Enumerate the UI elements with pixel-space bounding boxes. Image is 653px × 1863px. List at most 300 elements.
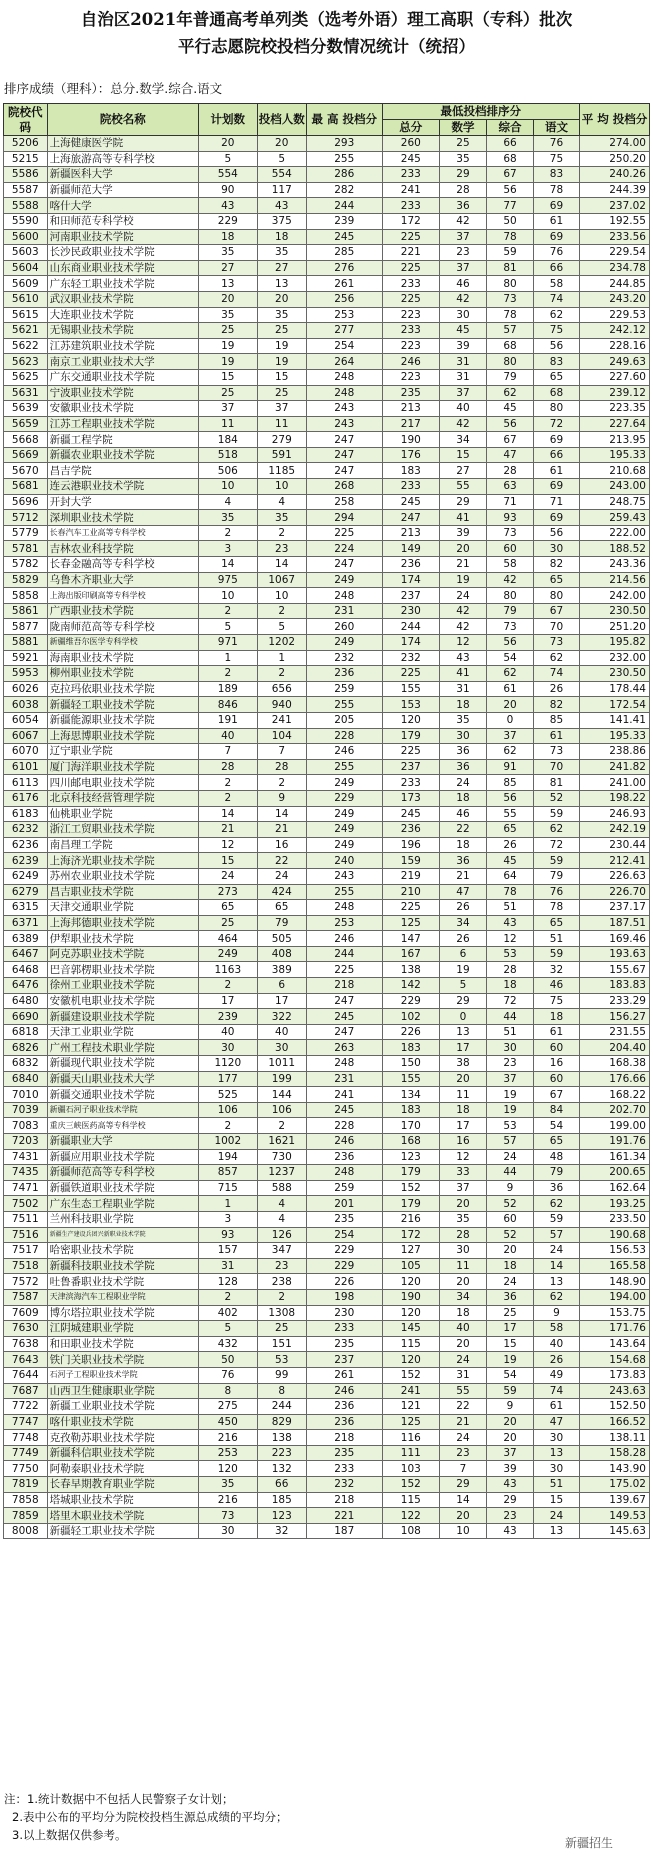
table-row [4,1367,650,1383]
cell-math: 36 [439,759,486,775]
cell-admitted: 223 [257,1445,306,1461]
table-row [4,1492,650,1508]
table-row [4,151,650,167]
cell-plan: 43 [199,198,258,214]
cell-total: 223 [382,338,439,354]
cell-admitted: 408 [257,946,306,962]
cell-plan: 191 [199,712,258,728]
cell-total: 167 [382,946,439,962]
cell-chinese: 69 [534,198,580,214]
cell-plan: 402 [199,1305,258,1321]
cell-comp: 63 [487,479,534,495]
cell-name: 喀什大学 [47,198,198,214]
cell-plan: 184 [199,432,258,448]
cell-comp: 52 [487,1196,534,1212]
cell-comp: 50 [487,213,534,229]
cell-name: 新疆科技职业技术学院 [47,1258,198,1274]
cell-max: 255 [306,759,382,775]
cell-average: 156.27 [579,1009,649,1025]
cell-admitted: 126 [257,1227,306,1243]
cell-admitted: 238 [257,1274,306,1290]
cell-chinese: 80 [534,401,580,417]
cell-average: 229.54 [579,245,649,261]
table-row [4,416,650,432]
cell-total: 125 [382,1414,439,1430]
cell-total: 213 [382,401,439,417]
cell-plan: 76 [199,1367,258,1383]
cell-max: 259 [306,681,382,697]
cell-plan: 5 [199,151,258,167]
cell-math: 36 [439,853,486,869]
cell-max: 224 [306,541,382,557]
cell-chinese: 67 [534,1087,580,1103]
cell-max: 264 [306,354,382,370]
cell-math: 31 [439,681,486,697]
cell-average: 155.67 [579,962,649,978]
cell-name: 塔里木职业技术学院 [47,1508,198,1524]
cell-admitted: 1 [257,650,306,666]
cell-math: 23 [439,245,486,261]
cell-max: 230 [306,1305,382,1321]
cell-plan: 3 [199,1211,258,1227]
cell-max: 231 [306,603,382,619]
cell-admitted: 389 [257,962,306,978]
cell-max: 235 [306,1445,382,1461]
cell-comp: 62 [487,744,534,760]
cell-admitted: 13 [257,276,306,292]
cell-plan: 7 [199,744,258,760]
cell-comp: 85 [487,775,534,791]
cell-comp: 71 [487,494,534,510]
table-row [4,1305,650,1321]
cell-math: 46 [439,806,486,822]
cell-chinese: 70 [534,759,580,775]
cell-admitted: 104 [257,728,306,744]
cell-total: 179 [382,1165,439,1181]
cell-code: 6690 [4,1009,48,1025]
cell-max: 228 [306,1118,382,1134]
footnote: 注：1.统计数据中不包括人民警察子女计划； [4,1792,234,1806]
cell-admitted: 25 [257,385,306,401]
cell-chinese: 36 [534,1180,580,1196]
cell-admitted: 14 [257,557,306,573]
cell-chinese: 78 [534,182,580,198]
cell-plan: 20 [199,291,258,307]
cell-name: 新疆医科大学 [47,167,198,183]
cell-average: 251.20 [579,619,649,635]
cell-max: 249 [306,775,382,791]
cell-name: 徐州工业职业技术学院 [47,978,198,994]
cell-chinese: 79 [534,1165,580,1181]
cell-average: 244.85 [579,276,649,292]
cell-comp: 67 [487,432,534,448]
cell-code: 5668 [4,432,48,448]
cell-max: 246 [306,931,382,947]
cell-chinese: 58 [534,1321,580,1337]
cell-plan: 157 [199,1243,258,1259]
cell-chinese: 59 [534,853,580,869]
cell-plan: 11 [199,416,258,432]
cell-plan: 90 [199,182,258,198]
footnotes [4,1790,287,1844]
cell-total: 149 [382,541,439,557]
cell-max: 277 [306,323,382,339]
table-row [4,1211,650,1227]
cell-max: 248 [306,900,382,916]
table-row [4,167,650,183]
cell-math: 7 [439,1461,486,1477]
table-body [4,136,650,1539]
cell-name: 克拉玛依职业技术学院 [47,681,198,697]
cell-comp: 73 [487,525,534,541]
table-row [4,681,650,697]
cell-math: 10 [439,1523,486,1539]
cell-admitted: 588 [257,1180,306,1196]
cell-average: 193.63 [579,946,649,962]
cell-admitted: 244 [257,1399,306,1415]
cell-average: 246.93 [579,806,649,822]
cell-chinese: 69 [534,432,580,448]
table-row [4,603,650,619]
cell-name: 上海旅游高等专科学校 [47,151,198,167]
cell-name: 陇南师范高等专科学校 [47,619,198,635]
cell-plan: 35 [199,307,258,323]
cell-max: 245 [306,229,382,245]
cell-average: 169.46 [579,931,649,947]
cell-max: 228 [306,728,382,744]
cell-admitted: 30 [257,1040,306,1056]
cell-name: 开封大学 [47,494,198,510]
cell-plan: 2 [199,1118,258,1134]
cell-average: 149.53 [579,1508,649,1524]
cell-comp: 19 [487,1352,534,1368]
cell-plan: 229 [199,213,258,229]
cell-chinese: 61 [534,463,580,479]
cell-max: 241 [306,1087,382,1103]
cell-total: 103 [382,1461,439,1477]
cell-max: 293 [306,136,382,152]
table-row [4,790,650,806]
cell-chinese: 51 [534,1477,580,1493]
cell-admitted: 322 [257,1009,306,1025]
cell-max: 276 [306,260,382,276]
cell-average: 212.41 [579,853,649,869]
cell-comp: 19 [487,1087,534,1103]
cell-plan: 216 [199,1492,258,1508]
cell-math: 18 [439,837,486,853]
cell-admitted: 2 [257,1289,306,1305]
cell-average: 192.55 [579,213,649,229]
cell-code: 5953 [4,666,48,682]
cell-admitted: 591 [257,447,306,463]
cell-max: 239 [306,213,382,229]
cell-plan: 2 [199,603,258,619]
table-row [4,1056,650,1072]
cell-math: 20 [439,1196,486,1212]
table-row [4,1258,650,1274]
cell-math: 18 [439,1102,486,1118]
cell-math: 26 [439,931,486,947]
cell-max: 249 [306,572,382,588]
cell-name: 河南职业技术学院 [47,229,198,245]
cell-math: 37 [439,229,486,245]
cell-name: 博尔塔拉职业技术学院 [47,1305,198,1321]
cell-name: 新疆工业职业技术学院 [47,1399,198,1415]
cell-max: 198 [306,1289,382,1305]
cell-chinese: 82 [534,697,580,713]
cell-max: 258 [306,494,382,510]
cell-admitted: 106 [257,1102,306,1118]
cell-math: 39 [439,525,486,541]
cell-name: 苏州农业职业技术学院 [47,868,198,884]
cell-comp: 77 [487,198,534,214]
cell-total: 111 [382,1445,439,1461]
cell-max: 248 [306,1056,382,1072]
cell-total: 179 [382,728,439,744]
cell-admitted: 424 [257,884,306,900]
cell-math: 30 [439,1243,486,1259]
cell-admitted: 10 [257,479,306,495]
cell-chinese: 74 [534,666,580,682]
cell-chinese: 13 [534,1274,580,1290]
cell-name: 四川邮电职业技术学院 [47,775,198,791]
cell-plan: 73 [199,1508,258,1524]
cell-plan: 1002 [199,1134,258,1150]
cell-math: 29 [439,993,486,1009]
table-row [4,884,650,900]
cell-admitted: 14 [257,806,306,822]
cell-plan: 106 [199,1102,258,1118]
cell-total: 179 [382,1196,439,1212]
cell-total: 183 [382,463,439,479]
cell-comp: 61 [487,681,534,697]
cell-admitted: 132 [257,1461,306,1477]
cell-math: 40 [439,1321,486,1337]
cell-average: 210.68 [579,463,649,479]
cell-admitted: 16 [257,837,306,853]
cell-plan: 15 [199,369,258,385]
cell-comp: 55 [487,806,534,822]
cell-plan: 857 [199,1165,258,1181]
cell-average: 223.35 [579,401,649,417]
cell-code: 7819 [4,1477,48,1493]
cell-plan: 239 [199,1009,258,1025]
cell-max: 245 [306,1009,382,1025]
cell-comp: 73 [487,291,534,307]
cell-math: 42 [439,213,486,229]
cell-code: 7083 [4,1118,48,1134]
cell-admitted: 15 [257,369,306,385]
cell-max: 201 [306,1196,382,1212]
cell-chinese: 76 [534,884,580,900]
cell-name: 海南职业技术学院 [47,650,198,666]
cell-code: 6832 [4,1056,48,1072]
cell-code: 6054 [4,712,48,728]
cell-average: 243.63 [579,1383,649,1399]
cell-math: 24 [439,775,486,791]
cell-comp: 20 [487,1430,534,1446]
cell-name: 昌吉学院 [47,463,198,479]
cell-comp: 60 [487,1211,534,1227]
cell-total: 170 [382,1118,439,1134]
cell-math: 42 [439,603,486,619]
cell-total: 155 [382,1071,439,1087]
cell-total: 225 [382,900,439,916]
cell-name: 新疆生产建设兵团兴新职业技术学院 [47,1227,198,1243]
cell-plan: 128 [199,1274,258,1290]
sort-criteria: 排序成绩（理科）：总分.数学.综合.语文 [4,81,223,96]
cell-comp: 43 [487,1523,534,1539]
cell-math: 42 [439,619,486,635]
cell-plan: 2 [199,790,258,806]
cell-total: 233 [382,198,439,214]
cell-total: 159 [382,853,439,869]
cell-code: 7516 [4,1227,48,1243]
cell-admitted: 2 [257,1118,306,1134]
cell-name: 新疆师范高等专科学校 [47,1165,198,1181]
cell-average: 152.50 [579,1399,649,1415]
cell-math: 46 [439,276,486,292]
cell-comp: 25 [487,1305,534,1321]
table-row [4,853,650,869]
cell-chinese: 65 [534,572,580,588]
cell-math: 12 [439,635,486,651]
table-row [4,213,650,229]
cell-comp: 78 [487,307,534,323]
cell-math: 37 [439,1180,486,1196]
cell-plan: 189 [199,681,258,697]
cell-math: 17 [439,1118,486,1134]
cell-math: 24 [439,588,486,604]
table-row [4,946,650,962]
cell-math: 5 [439,978,486,994]
cell-total: 230 [382,603,439,619]
cell-max: 255 [306,151,382,167]
cell-plan: 846 [199,697,258,713]
cell-admitted: 5 [257,619,306,635]
cell-comp: 64 [487,868,534,884]
cell-chinese: 62 [534,822,580,838]
cell-admitted: 10 [257,588,306,604]
cell-max: 236 [306,1149,382,1165]
cell-code: 5639 [4,401,48,417]
cell-average: 243.20 [579,291,649,307]
cell-comp: 15 [487,1336,534,1352]
cell-plan: 27 [199,260,258,276]
cell-math: 41 [439,666,486,682]
cell-average: 178.44 [579,681,649,697]
cell-comp: 28 [487,463,534,479]
cell-total: 120 [382,1352,439,1368]
cell-math: 23 [439,1445,486,1461]
cell-max: 247 [306,463,382,479]
cell-comp: 68 [487,151,534,167]
cell-code: 6371 [4,915,48,931]
cell-name: 长春金融高等专科学校 [47,557,198,573]
title-line-2: 平行志愿院校投档分数情况统计（统招） [178,37,475,56]
cell-math: 35 [439,712,486,728]
cell-code: 6070 [4,744,48,760]
cell-admitted: 279 [257,432,306,448]
cell-chinese: 73 [534,635,580,651]
table-row [4,837,650,853]
cell-comp: 20 [487,697,534,713]
cell-code: 5610 [4,291,48,307]
table-row [4,338,650,354]
cell-admitted: 8 [257,1383,306,1399]
watermark: 新疆招生 [564,1836,613,1850]
cell-admitted: 11 [257,416,306,432]
cell-comp: 60 [487,541,534,557]
cell-admitted: 37 [257,401,306,417]
cell-admitted: 1067 [257,572,306,588]
cell-plan: 1 [199,1196,258,1212]
cell-code: 7572 [4,1274,48,1290]
table-row [4,182,650,198]
cell-admitted: 554 [257,167,306,183]
cell-name: 伊犁职业技术学院 [47,931,198,947]
cell-total: 225 [382,260,439,276]
cell-chinese: 56 [534,525,580,541]
cell-total: 226 [382,1024,439,1040]
cell-name: 巴音郭楞职业技术学院 [47,962,198,978]
cell-code: 5877 [4,619,48,635]
cell-chinese: 70 [534,619,580,635]
cell-plan: 8 [199,1383,258,1399]
cell-math: 20 [439,1071,486,1087]
cell-comp: 45 [487,853,534,869]
cell-name: 柳州职业技术学院 [47,666,198,682]
cell-admitted: 53 [257,1352,306,1368]
cell-average: 230.44 [579,837,649,853]
cell-max: 236 [306,1414,382,1430]
cell-plan: 2 [199,666,258,682]
cell-chinese: 66 [534,260,580,276]
cell-admitted: 1202 [257,635,306,651]
cell-code: 7203 [4,1134,48,1150]
cell-name: 厦门海洋职业技术学院 [47,759,198,775]
cell-total: 122 [382,1508,439,1524]
cell-comp: 57 [487,1134,534,1150]
cell-total: 225 [382,291,439,307]
cell-code: 5206 [4,136,48,152]
cell-max: 247 [306,1024,382,1040]
cell-plan: 525 [199,1087,258,1103]
cell-average: 241.82 [579,759,649,775]
cell-max: 218 [306,978,382,994]
cell-average: 214.56 [579,572,649,588]
cell-average: 213.95 [579,432,649,448]
cell-math: 22 [439,1399,486,1415]
cell-max: 243 [306,416,382,432]
cell-comp: 56 [487,182,534,198]
cell-comp: 78 [487,229,534,245]
cell-math: 18 [439,697,486,713]
cell-plan: 25 [199,915,258,931]
cell-average: 230.50 [579,603,649,619]
cell-average: 243.00 [579,479,649,495]
cell-total: 183 [382,1102,439,1118]
cell-name: 铁门关职业技术学院 [47,1352,198,1368]
cell-math: 6 [439,946,486,962]
cell-plan: 177 [199,1071,258,1087]
cell-comp: 93 [487,510,534,526]
cell-comp: 20 [487,1243,534,1259]
cell-admitted: 2 [257,666,306,682]
cell-name: 山西卫生健康职业学院 [47,1383,198,1399]
cell-code: 5881 [4,635,48,651]
cell-total: 233 [382,775,439,791]
